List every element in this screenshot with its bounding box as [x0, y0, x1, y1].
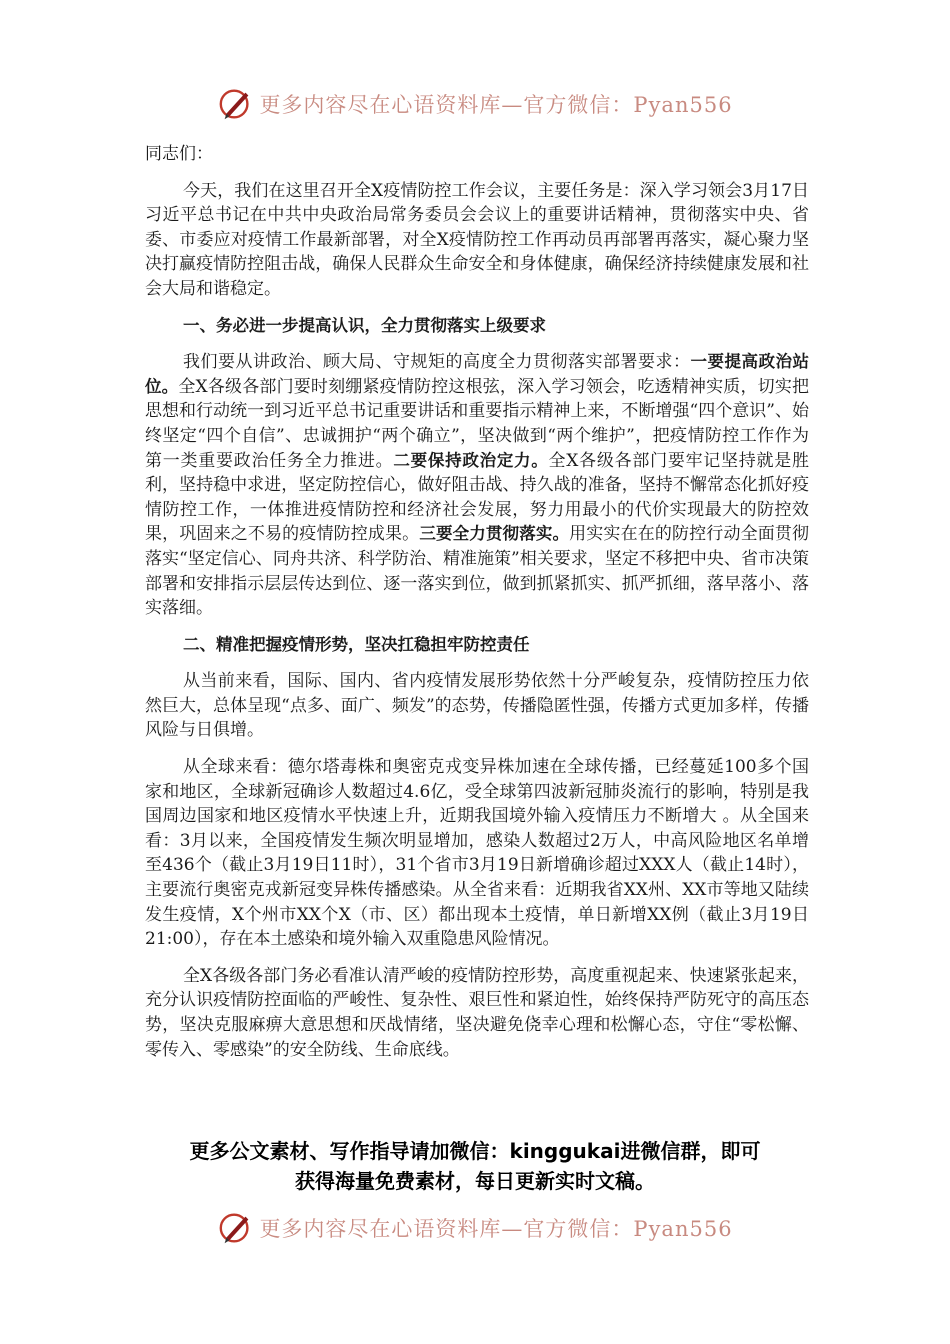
promo-line-2: 获得海量免费素材，每日更新实时文稿。	[295, 1169, 655, 1193]
pen-logo-icon	[217, 85, 255, 123]
promo-line-1: 更多公文素材、写作指导请加微信：kinggukai进微信群，即可	[189, 1139, 761, 1163]
greeting: 同志们：	[145, 144, 213, 164]
section1-lead: 我们要从讲政治、顾大局、守规矩的高度全力贯彻落实部署要求：	[183, 352, 691, 373]
section1-heading: 一、务必进一步提高认识，全力贯彻落实上级要求	[183, 315, 546, 335]
footer-banner	[0, 1208, 950, 1248]
section1-point1-title: 一要提高政治站位。	[145, 352, 809, 396]
section1-point1-text: 全X各级各部门要时刻绷紧疫情防控这根弦，深入学习领会，吃透精神实质，切实把思想和行动统一到习近平总书记重要讲话和重要指示精神上来，不断增强“四个意识”、始终坚定“四个自信”、忠诚拥护“两个确立”，坚决做到“两个维护”，把疫情防控工作作为第一类重要政治任务全力推进。	[145, 376, 810, 471]
section2-paragraph-1: 从当前来看，国际、国内、省内疫情发展形势依然十分严峻复杂，疫情防控压力依然巨大，总体呈现“点多、面广、频发”的态势，传播隐匿性强，传播方式更加多样，传播风险与日俱增。	[145, 671, 809, 741]
section1-paragraph	[145, 350, 809, 621]
section1-point2-text: 全X各级各部门要牢记坚持就是胜利，坚持稳中求进，坚定防控信心，做好阻击战、持久战的准备，坚持不懈常态化抓好疫情防控工作，一体推进疫情防控和经济社会发展，努力用最小的代价实现最大的防控效果，巩固来之不易的疫情防控成果。	[145, 450, 810, 545]
banner-text: 更多内容尽在心语资料库—官方微信：Pyan556	[259, 93, 733, 117]
intro-paragraph: 今天，我们在这里召开全X疫情防控工作会议，主要任务是：深入学习领会3月17日习近平总书记在中共中央政治局常务委员会会议上的重要讲话精神，贯彻落实中央、省委、市委应对疫情工作最新部署，对全X疫情防控工作再动员再部署再落实，凝心聚力坚决打赢疫情防控阻击战，确保人民群众生命安全和身体健康，确保经济持续健康发展和社会大局和谐稳定。	[145, 180, 809, 299]
section2-heading: 二、精准把握疫情形势，坚决扛稳担牢防控责任	[183, 634, 530, 654]
document-body	[145, 142, 809, 1074]
pen-logo-icon	[217, 1209, 255, 1247]
section1-point2-title: 二要保持政治定力。	[393, 450, 549, 470]
section2-paragraph-2: 从全球来看：德尔塔毒株和奥密克戎变异株加速在全球传播，已经蔓延100多个国家和地区，全球新冠确诊人数超过4.6亿，受全球第四波新冠肺炎流行的影响，特别是我国周边国家和地区疫情水平快速上升，近期我国境外输入疫情压力不断增大 。从全国来看：3月以来，全国疫情发生频次明显增加，感染人数超过2万人，中高风险地区名单增至436个（截止3月19日11时），31个省市3月19日新增确诊超过XXX人（截止14时），主要流行奥密克戎新冠变异株传播感染。从全省来看：近期我省XX州、XX市等地又陆续发生疫情，X个州市XX个X（市、区）都出现本土疫情，单日新增XX例（截止3月19日21:00），存在本土感染和境外输入双重隐患风险情况。	[145, 757, 809, 950]
section2-paragraph-3: 全X各级各部门务必看准认清严峻的疫情防控形势，高度重视起来、快速紧张起来，充分认识疫情防控面临的严峻性、复杂性、艰巨性和紧迫性，始终保持严防死守的高压态势，坚决克服麻痹大意思想和厌战情绪，坚决避免侥幸心理和松懈心态，守住“零松懈、零传入、零感染”的安全防线、生命底线。	[145, 965, 809, 1060]
header-banner	[0, 84, 950, 124]
banner-text: 更多内容尽在心语资料库—官方微信：Pyan556	[259, 1217, 733, 1241]
section1-point3-title: 三要全力贯彻落实。	[419, 524, 570, 544]
promo-notice	[120, 1136, 830, 1196]
section1-point3-text: 用实实在在的防控行动全面贯彻落实“坚定信心、同舟共济、科学防治、精准施策”相关要求，坚定不移把中央、省市决策部署和安排指示层层传达到位、逐一落实到位，做到抓紧抓实、抓严抓细，落早落小、落实落细。	[145, 524, 810, 619]
